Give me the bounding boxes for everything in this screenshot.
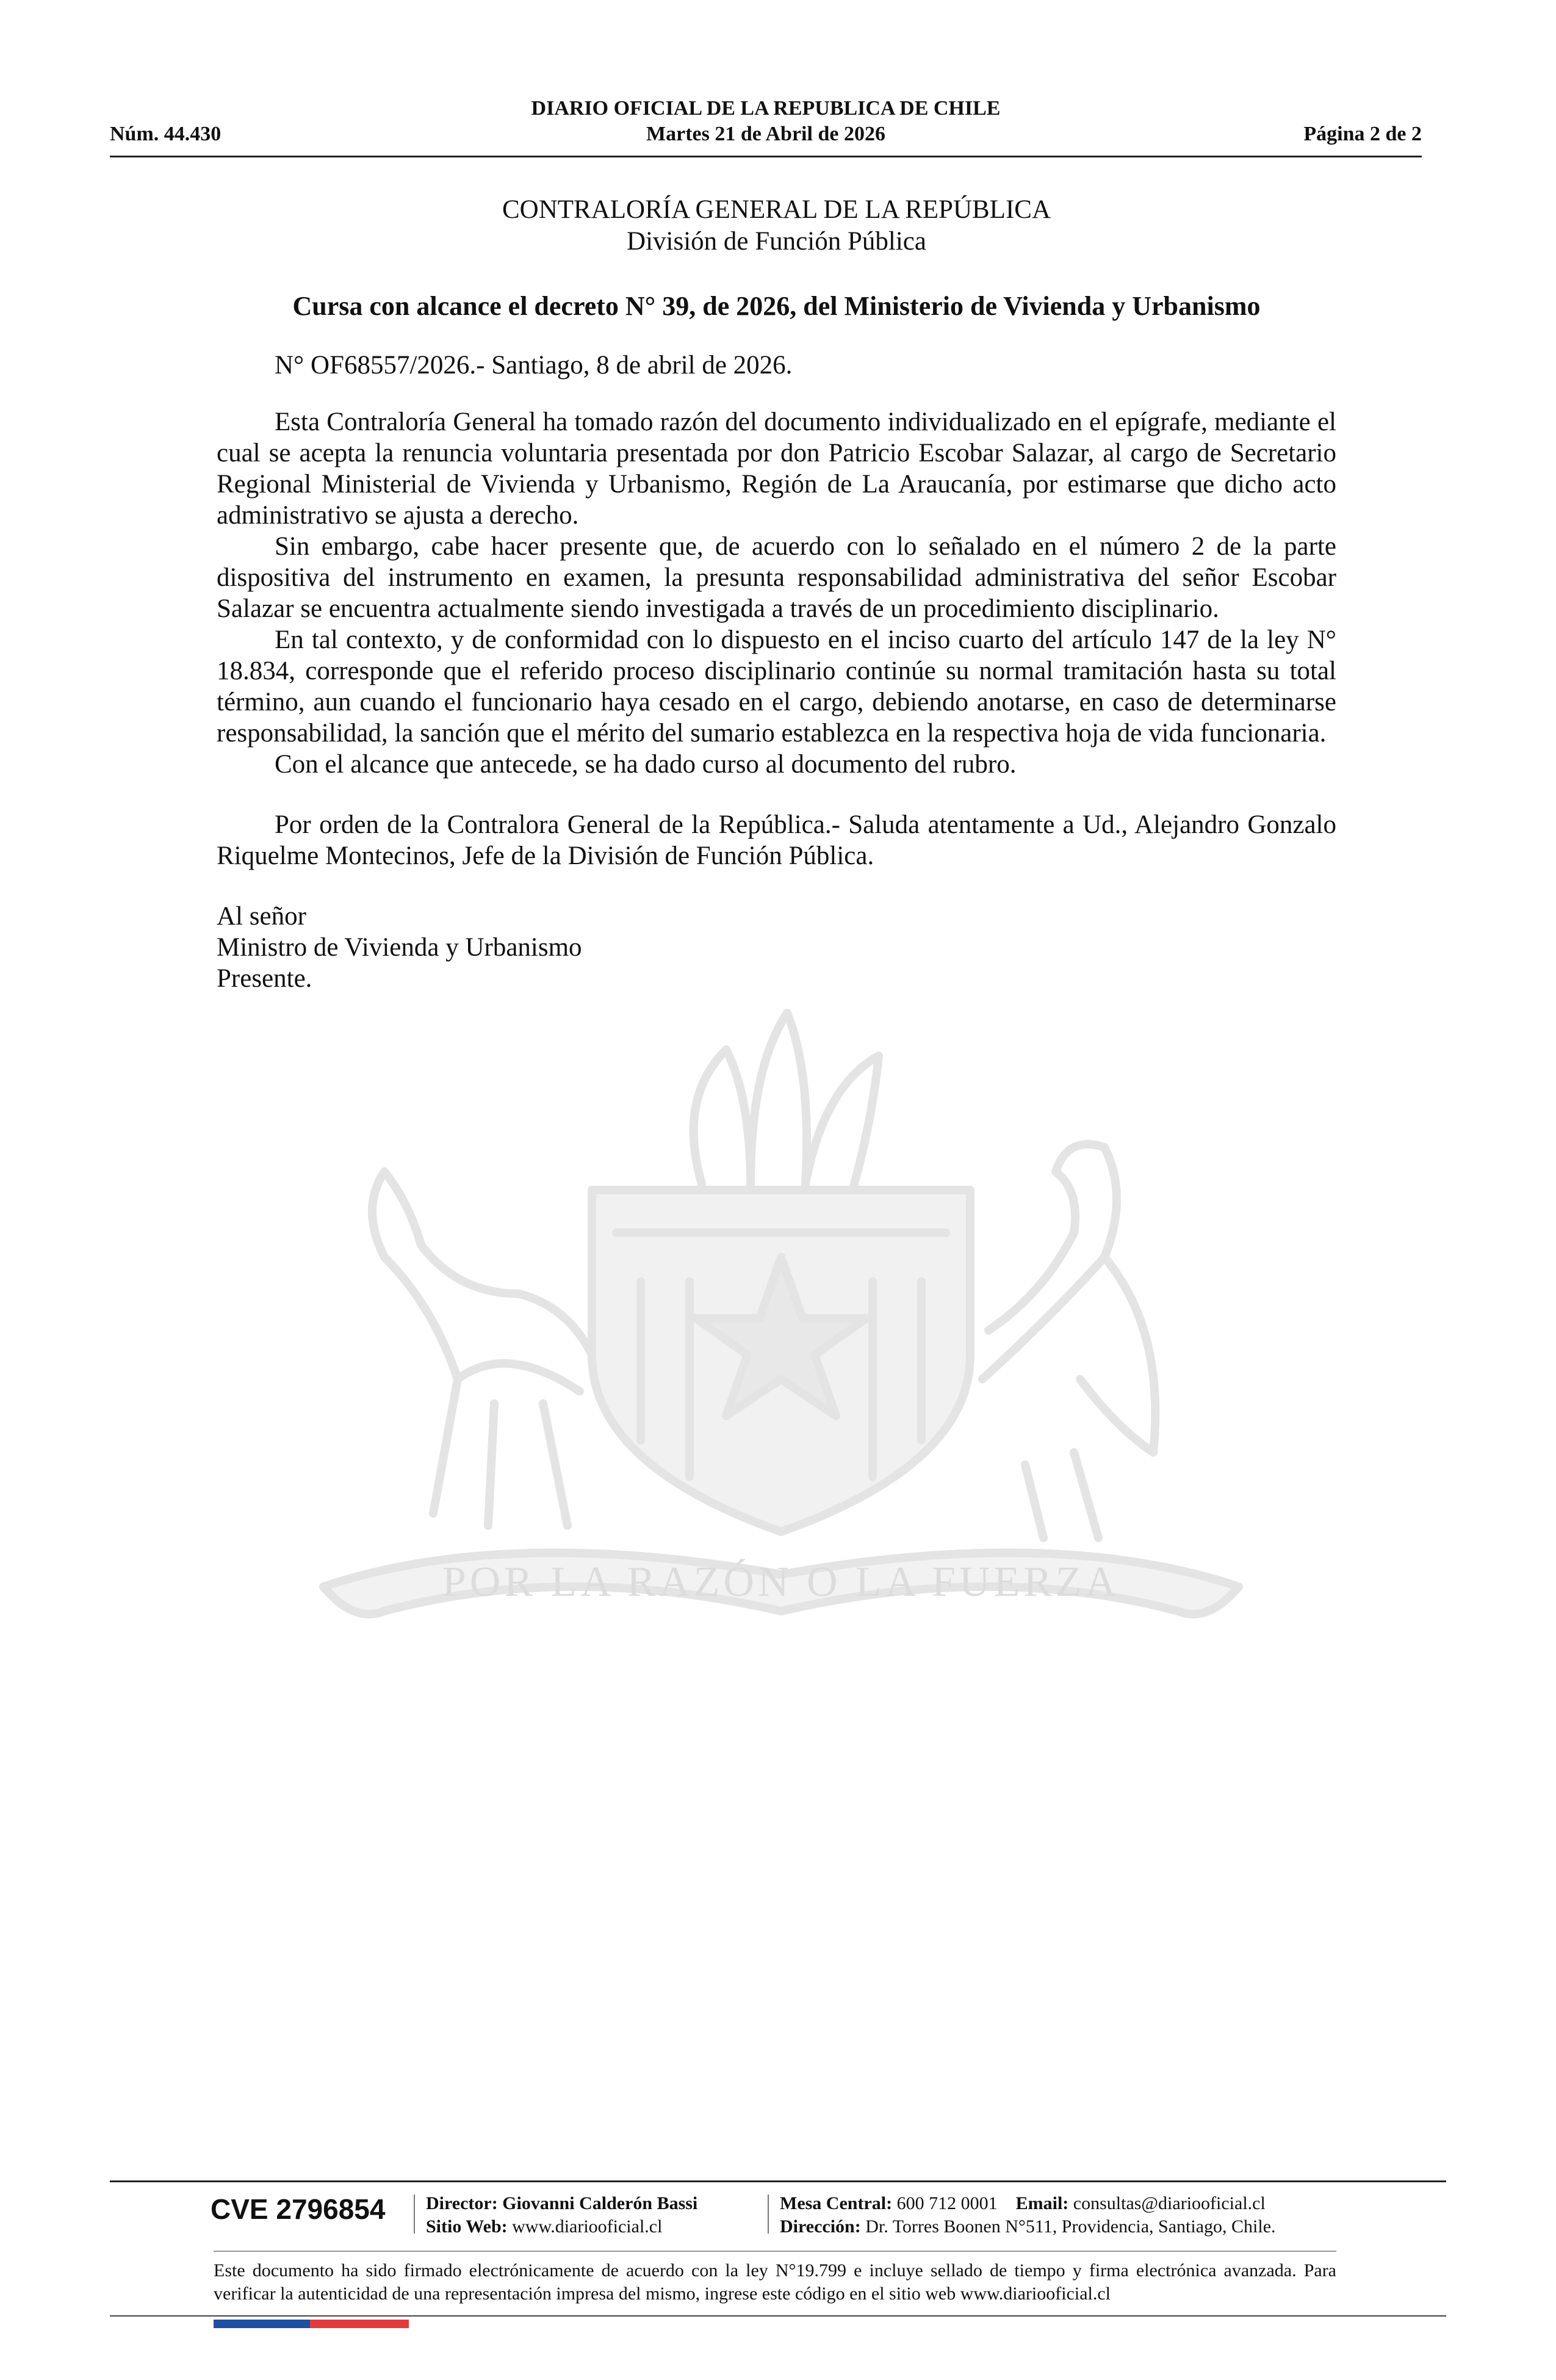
phone-number: 600 712 0001 — [896, 2193, 998, 2213]
page-indicator: Página 2 de 2 — [1303, 123, 1422, 145]
flag-stripe — [214, 2320, 409, 2328]
org-division: División de Función Pública — [627, 227, 926, 256]
footer-separator — [414, 2194, 415, 2234]
flag-blue-band — [214, 2320, 310, 2328]
director-label: Director: — [426, 2193, 498, 2213]
footer-director-block — [426, 2192, 697, 2238]
cve-code: CVE 2796854 — [211, 2193, 386, 2225]
footer-divider-bottom — [110, 2315, 1446, 2317]
legal-notice: Este documento ha sido firmado electrónicamente de acuerdo con la ley N°19.799 e incluye sellado de tiempo y firma electrónica avanzada. Para verificar la autenticidad de una representación impresa del mismo, ingrese este código en el sitio web www.diariooficial.cl — [214, 2260, 1336, 2304]
website-label: Sitio Web: — [426, 2216, 508, 2237]
address-label: Dirección: — [780, 2216, 861, 2237]
paragraph: Sin embargo, cabe hacer presente que, de acuerdo con lo señalado en el número 2 de la parte dispositiva del instrumento en examen, la presunta responsabilidad administrativa del señor Escobar Salazar se encuentra actualmente siendo investigada a través de un procedimiento disciplinario. — [217, 532, 1336, 623]
document-reference: N° OF68557/2026.- Santiago, 8 de abril de 2026. — [275, 351, 793, 380]
document-paragraphs — [217, 406, 1336, 780]
org-name: CONTRALORÍA GENERAL DE LA REPÚBLICA — [502, 195, 1051, 224]
coat-of-arms-watermark-icon — [201, 915, 1361, 1678]
addressee-line: Ministro de Vivienda y Urbanismo — [217, 933, 582, 962]
addressee-line: Presente. — [217, 964, 312, 993]
flag-red-band — [310, 2320, 409, 2328]
issue-number: Núm. 44.430 — [110, 123, 222, 145]
watermark-motto: POR LA RAZÓN O LA FUERZA — [442, 1559, 1120, 1606]
page-header — [110, 95, 1422, 156]
issuing-organization — [217, 194, 1336, 258]
issue-date: Martes 21 de Abril de 2026 — [646, 123, 885, 145]
signature-paragraph: Por orden de la Contralora General de la República.- Saluda atentamente a Ud., Alejandro Gonzalo Riquelme Montecinos, Jefe de la División de Función Pública. — [217, 810, 1336, 870]
document-title: Cursa con alcance el decreto N° 39, de 2026, del Ministerio de Vivienda y Urbanismo — [292, 291, 1261, 321]
paragraph: En tal contexto, y de conformidad con lo dispuesto en el inciso cuarto del artículo 147 de la ley N° 18.834, corresponde que el referido proceso disciplinario continúe su normal tramitación hasta su total término, aun cuando el funcionario haya cesado en el cargo, debiendo anotarse, en caso de determinarse responsabilidad, la sanción que el mérito del sumario establezca en la respectiva hoja de vida funcionaria. — [217, 626, 1336, 748]
header-divider — [110, 156, 1422, 157]
email-link[interactable]: consultas@diariooficial.cl — [1073, 2193, 1266, 2213]
website-link[interactable]: www.diariooficial.cl — [512, 2216, 663, 2237]
footer-contact-block — [780, 2192, 1276, 2238]
addressee-line: Al señor — [217, 902, 306, 931]
paragraph: Esta Contraloría General ha tomado razón del documento individualizado en el epígrafe, mediante el cual se acepta la renuncia voluntaria presentada por don Patricio Escobar Salazar, al cargo de Secretario Regional Ministerial de Vivienda y Urbanismo, Región de La Araucanía, por estimarse que dicho acto administrativo se ajusta a derecho. — [217, 408, 1336, 530]
footer-divider-mid — [214, 2251, 1336, 2252]
footer-divider-top — [110, 2180, 1446, 2182]
email-label: Email: — [1015, 2193, 1069, 2213]
footer-separator — [768, 2194, 769, 2234]
addressee-block — [217, 901, 1336, 994]
phone-label: Mesa Central: — [780, 2193, 893, 2213]
paragraph: Con el alcance que antecede, se ha dado curso al documento del rubro. — [275, 750, 1017, 779]
director-name: Giovanni Calderón Bassi — [502, 2193, 698, 2213]
publication-name: DIARIO OFICIAL DE LA REPUBLICA DE CHILE — [531, 97, 1001, 120]
document-body — [217, 194, 1336, 994]
address-text: Dr. Torres Boonen N°511, Providencia, Santiago, Chile. — [865, 2216, 1276, 2237]
